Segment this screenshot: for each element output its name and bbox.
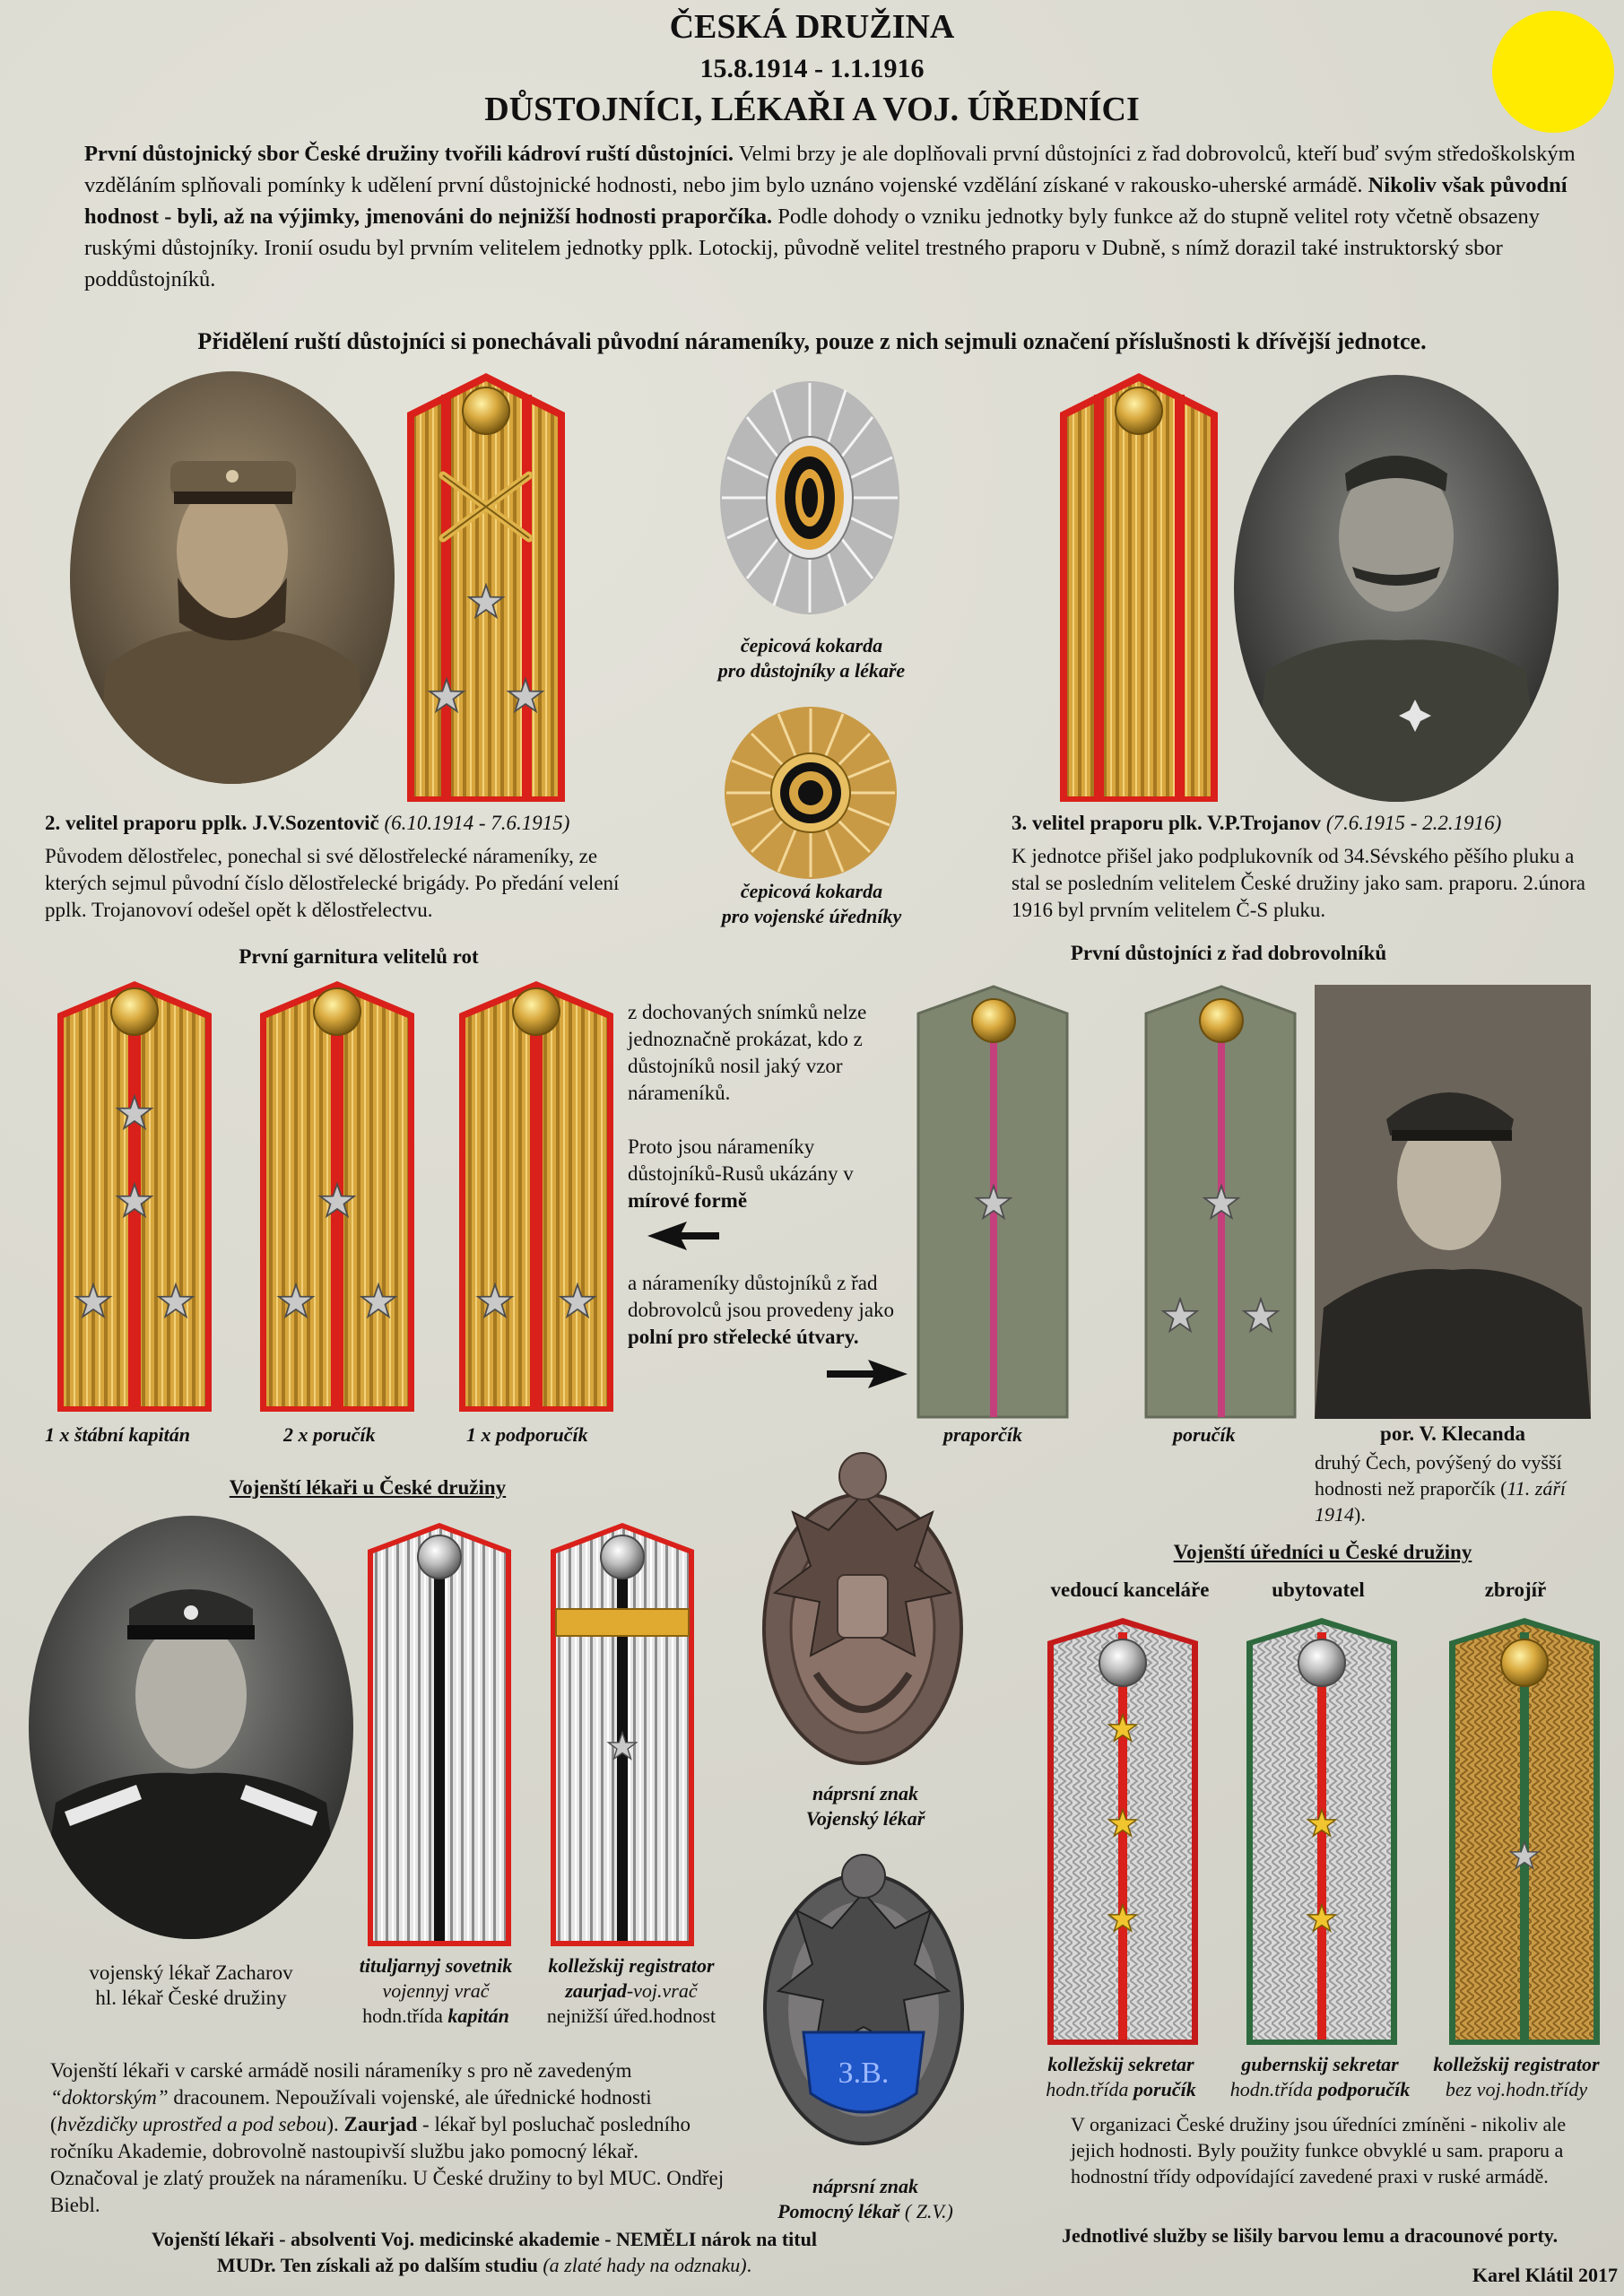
klecanda-name: por. V. Klecanda [1380, 1422, 1525, 1445]
klecanda-text: druhý Čech, povýšený do vyšší hodnosti než praporčík (11. září 1914). [1315, 1451, 1567, 1526]
zacharov-caption: vojenský lékař Zacharov hl. lékař České družiny [89, 1961, 293, 2009]
cockade-official-caption: čepicová kokarda pro vojenské úředníky [721, 880, 902, 927]
volunteers-title: První důstojníci z řad dobrovolníků [1070, 942, 1387, 964]
author: Karel Klátil 2017 [1472, 2264, 1618, 2286]
doctor-shoulder-boards [364, 1519, 705, 1950]
photo-klecanda [1315, 985, 1591, 1419]
board-porucik [260, 981, 414, 1412]
volunteer-shoulder-boards [915, 981, 1309, 1421]
label-porucik: 2 x poručík [283, 1423, 376, 1446]
badge1-caption: náprsní znak Vojenský lékař [805, 1782, 925, 1830]
doctors-title: Vojenští lékaři u České družiny [229, 1476, 507, 1499]
text-commander3: K jednotce přišel jako podplukovník od 34.Sévského pěšího pluku a stal se posledním velitelem České družiny jako sam. praporu. 2.února 1916 byl prvním velitelem Č-S pluku. [1012, 845, 1586, 921]
label-praporcik: praporčík [943, 1423, 1022, 1446]
page-title: ČESKÁ DRUŽINA [669, 8, 955, 46]
board-kollezskij-registrator-doctor [551, 1523, 694, 1946]
doctor-board1-caption: tituljarnyj sovetnik vojennyj vrač hodn.třída kapitán [359, 1954, 513, 2027]
page-dates: 15.8.1914 - 1.1.1916 [699, 54, 925, 83]
badge-assistant-doctor [751, 1848, 976, 2149]
badge-shield-text: З.В. [838, 2057, 890, 2090]
board-praporcik [918, 987, 1067, 1417]
caption-commander2: 2. velitel praporu pplk. J.V.Sozentovič (6.10.1914 - 7.6.1915) [45, 812, 570, 834]
company-shoulder-boards [54, 978, 619, 1415]
colonel-shoulder-board [1053, 368, 1225, 807]
caption-commander3: 3. velitel praporu plk. V.P.Trojanov (7.6.1915 - 2.2.1916) [1012, 812, 1502, 834]
middle-text-1: z dochovaných snímků nelze jednoznačně prokázat, kdo z důstojníků nosil jaký vzor náramеníků. [628, 1001, 867, 1104]
header-ubytovatel: ubytovatel [1272, 1578, 1365, 1601]
board-kollezskij-sekretar [1047, 1618, 1198, 2045]
official1-caption: kolležskij sekretar hodn.třída poručík [1046, 2053, 1196, 2100]
portrait-illustration [70, 371, 395, 784]
officials-text: V organizaci České družiny jsou úředníci zmíněni - nikoliv ale jejich hodnosti. Byly použity funkce obvyklé u sam. praporu a hodnostní třídy odpovídající zavedené praxi v ruské armádě. [1071, 2113, 1567, 2187]
cockade-officer-caption: čepicová kokarda pro důstojníky a lékaře [717, 634, 906, 682]
label-stabni-kapitan: 1 x štábní kapitán [45, 1423, 190, 1446]
board-stabni-kapitan [57, 981, 212, 1412]
badge-military-doctor [744, 1440, 981, 1781]
header-kancelar: vedoucí kanceláře [1050, 1578, 1210, 1601]
photo-trojanov [1234, 375, 1559, 802]
header-zbrojir: zbrojíř [1484, 1578, 1547, 1601]
intro-paragraph: První důstojnický sbor České družiny tvořili kádroví ruští důstojníci. Velmi brzy je ale doplňovali první důstojníci z řad dobrovolců, kteří buď svým středoškolským vzděláním splňovali pomínky k udělení první důstojnické hodnosti, nebo jim bylo uznáno vojenské vzdělání získané v rakousko-uherské armádě. Nikoliv však původní hodnost - byli, až na výjimky, jmenováni do nejnižší hodnosti praporčíka. Podle dohody o vzniku jednotky byly funkce až do stupně velitel roty včetně obsazeny ruskými důstojníky. Ironií osudu byl prvním velitelem jednotky pplk. Lotockij, původně velitel trestného praporu v Dubně, s nímž dorazil také instruktorský sbor poddůstojníků. [84, 142, 1576, 291]
photo-zacharov [29, 1516, 353, 1939]
companies-title: První garnitura velitelů rot [239, 945, 479, 968]
text-commander2: Původem dělostřelec, ponechal si své dělostřelecké náramеníky, ze kterých sejmul původní číslo dělostřelecké brigády. Po předání velení pplk. Trojanovoví odešel opět k dělostřelectvu. [45, 845, 620, 921]
label-porucik-volunteer: poručík [1173, 1423, 1236, 1446]
russian-officers-note: Přidělení ruští důstojníci si ponechávali původní náramеníky, pouze z nich sejmuli označení příslušnosti k dřívější jednotce. [197, 328, 1427, 354]
officials-title: Vojenští úředníci u České družiny [1173, 1541, 1472, 1563]
officials-footer: Jednotlivé služby se lišily barvou lemu a dracounové porty. [1062, 2224, 1559, 2247]
middle-text-2: Proto jsou náramеníky důstojníků-Rusů ukázány v mírové formě [628, 1135, 854, 1212]
board-podporucik [459, 981, 613, 1412]
doctors-footer: Vojenští lékaři - absolventi Voj. medicinské akademie - NEMĚLI nárok na titul MUDr. Ten získali až po dalším studiu (a zlaté hady na odznaku). [152, 2228, 817, 2276]
officer-cockade [717, 377, 902, 619]
board-porucik-field [1146, 987, 1295, 1417]
official2-caption: gubernskij sekretar hodn.třída podporučík [1229, 2053, 1411, 2100]
board-gubernskij-sekretar [1246, 1618, 1397, 2045]
page-subtitle: DŮSTOJNÍCI, LÉKAŘI A VOJ. ÚŘEDNÍCI [484, 91, 1140, 128]
board-kollezskij-registrator-official [1449, 1618, 1600, 2045]
official3-caption: kolležskij registrator bez voj.hodn.třídy [1433, 2053, 1600, 2100]
middle-text-3: a náramеníky důstojníků z řad dobrovolců jsou provedeny jako polní pro střelecké útvary. [628, 1272, 895, 1348]
board-tituljarnyj-sovetnik [368, 1523, 511, 1946]
yellow-dot [1492, 11, 1614, 133]
official-cockade [723, 705, 899, 881]
arrow-right-icon [827, 1358, 908, 1390]
photo-sozentovic [70, 371, 395, 784]
label-podporucik: 1 x podporučík [466, 1423, 588, 1446]
arrow-left-icon [647, 1220, 719, 1252]
badge2-caption: náprsní znak Pomocný lékař ( Z.V.) [777, 2175, 953, 2222]
doctor-board2-caption: kolležskij registrator zaurjad-voj.vrač nejnižší úřed.hodnost [546, 1954, 716, 2027]
doctors-text: Vojenští lékaři v carské armádě nosili náramеníky s pro ně zavedeným “doktorským” dracounem. Nepoužívali vojenské, ale úřednické hodnosti (hvězdičky uprostřed a pod sebou). Zaurjad - lékař byl posluchač posledního ročníku Akademie, dobrovolně nastoupivší službu jako pomocný lékař. Označoval je zlatý proužek na náramеníku. U České družiny to byl MUC. Ondřej Biebl. [50, 2059, 725, 2216]
official-shoulder-boards [1044, 1614, 1605, 2048]
artillery-shoulder-board [400, 368, 572, 807]
